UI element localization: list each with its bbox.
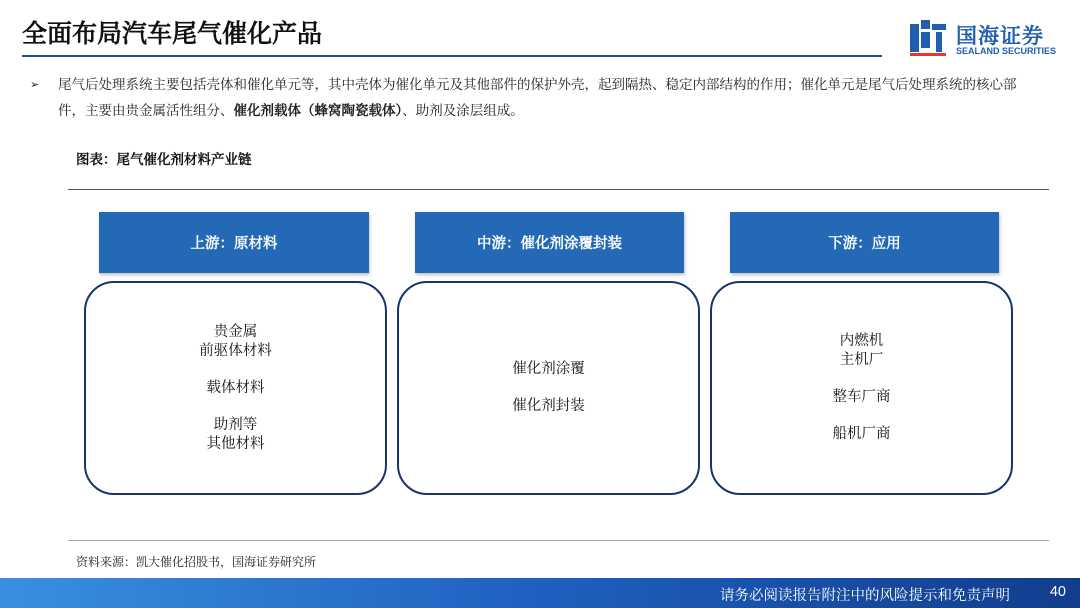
stage-box-downstream bbox=[710, 281, 1013, 495]
page-number: 40 bbox=[1049, 584, 1066, 600]
stage-header-downstream: 下游：应用 bbox=[730, 212, 999, 273]
stage-item: 前驱体材料 bbox=[199, 342, 272, 359]
stage-group bbox=[207, 379, 265, 398]
stage-item: 贵金属 bbox=[213, 323, 258, 340]
logo-chinese-name: 国海证券 bbox=[956, 25, 1044, 48]
stage-box-midstream bbox=[397, 281, 700, 495]
stage-group bbox=[833, 425, 891, 444]
stage-header-midstream: 中游：催化剂涂覆封装 bbox=[415, 212, 684, 273]
stage-item: 助剂等 bbox=[213, 416, 258, 433]
sealand-logo bbox=[908, 18, 1068, 62]
stage-item: 催化剂封装 bbox=[512, 398, 585, 414]
intro-text-1: 尾气后处理系统主要包括壳体和催化单元等，其中壳体为催化单元及其他部件的保护外壳，起到隔热、稳定内部结构的作用；催化单元是尾气后处理系统的核心部件，主要由贵金属活性组分、 bbox=[58, 77, 1017, 118]
source-note: 资料来源：凯大催化招股书，国海证券研究所 bbox=[76, 555, 317, 569]
stage-group bbox=[840, 332, 884, 370]
figure-bottom-rule bbox=[68, 540, 1049, 541]
stage-item: 整车厂商 bbox=[832, 389, 891, 405]
stage-group bbox=[512, 397, 585, 416]
sealand-logo-icon bbox=[908, 18, 948, 58]
intro-text-bold: 催化剂载体（蜂窝陶瓷载体） bbox=[233, 103, 403, 118]
stage-box-upstream bbox=[84, 281, 387, 495]
footer-bar bbox=[0, 578, 1080, 608]
intro-paragraph bbox=[30, 72, 1030, 124]
intro-text-2: 、助剂及涂层组成。 bbox=[402, 103, 524, 118]
stage-group bbox=[199, 323, 272, 361]
title-divider bbox=[22, 55, 882, 57]
stage-item: 催化剂涂覆 bbox=[512, 361, 585, 377]
bullet-arrow-icon: ➢ bbox=[30, 79, 40, 91]
stage-header-upstream: 上游：原材料 bbox=[99, 212, 369, 273]
figure-title: 图表：尾气催化剂材料产业链 bbox=[76, 152, 252, 167]
page-title: 全面布局汽车尾气催化产品 bbox=[22, 20, 323, 48]
stage-item: 主机厂 bbox=[839, 352, 884, 368]
stage-item: 载体材料 bbox=[206, 379, 265, 396]
logo-english-name: SEALAND SECURITIES bbox=[956, 46, 1057, 56]
disclaimer-text: 请务必阅读报告附注中的风险提示和免责声明 bbox=[720, 588, 1010, 604]
stage-item: 内燃机 bbox=[839, 333, 884, 349]
stage-item: 船机厂商 bbox=[832, 426, 891, 442]
stage-group bbox=[512, 360, 585, 379]
figure-top-rule bbox=[68, 189, 1049, 190]
stage-group bbox=[833, 388, 891, 407]
stage-group bbox=[207, 416, 265, 454]
stage-item: 其他材料 bbox=[206, 435, 265, 452]
